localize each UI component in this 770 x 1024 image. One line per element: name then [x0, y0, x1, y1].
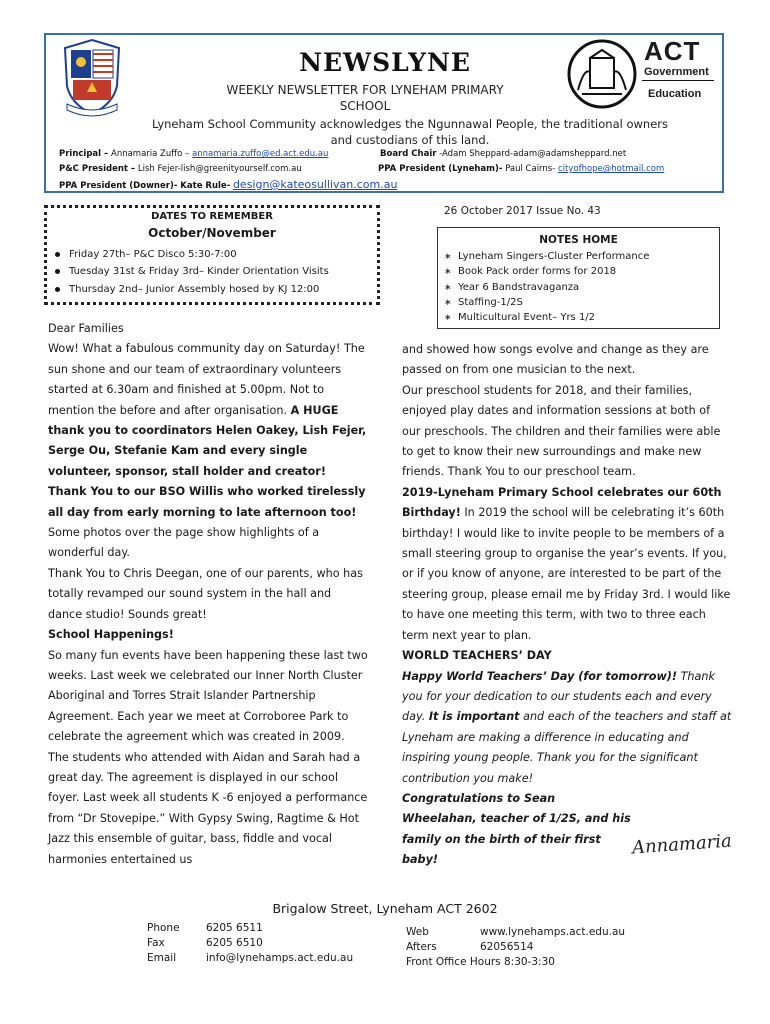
ppa-lyneham-name: Paul Cairns- — [505, 164, 556, 174]
act-logo-education: Education — [648, 88, 702, 100]
birthday-paragraph: 2019-Lyneham Primary School celebrates our 60th Birthday! In 2019 the school will be celebrating it’s 60th birthday! I would like to invite people to be members of a small steering group to organise the year’s events. If you, or if you know of anyone, are interested to be part of the steering group, please email me by Friday 3rd. I would like to have one meeting this term, with two to three each term next year to plan. — [402, 485, 731, 642]
fax-label: Fax — [147, 937, 165, 949]
board-chair-value: -Adam Sheppard-adam@adamsheppard.net — [439, 149, 627, 159]
phone-label: Phone — [147, 922, 180, 934]
ppa-downer-contact — [59, 178, 397, 191]
afters-value: 62056514 — [480, 941, 534, 953]
act-government-logo — [562, 34, 717, 120]
community-day-paragraph: Wow! What a fabulous community day on Saturday! The sun shone and our team of extraordinary volunteers started at 6.30am and finished at 5.00pm. Not to mention the before and after organisation. A HUGE thank you to coordinators Helen Oakey, Lish Fejer, Serge Ou, Stefanie Kam and every single volunteer, sponsor, stall holder and creator! Thank You to our BSO Willis who worked tirelessly all day from early morning to late afternoon too! Some photos over the page show highlights of a wonderful day. — [48, 342, 367, 560]
pc-president-value: Lish Fejer-lish@greenityourself.com.au — [137, 164, 302, 174]
fax-value: 6205 6510 — [206, 937, 263, 949]
note-item: ∗ Lyneham Singers-Cluster Performance — [444, 251, 650, 262]
dates-subtitle: October/November — [148, 226, 276, 240]
school-happenings-heading: School Happenings! — [48, 628, 174, 642]
teachers-day-paragraph: Happy World Teachers’ Day (for tomorrow)! Thank you for your dedication to our students each and every day. It is important and each of the teachers and staff at Lyneham are making a difference in educating and inspiring young people. Thank you for the significant contribution you make! — [402, 669, 732, 785]
congratulations-paragraph: Congratulations to Sean Wheelahan, teacher of 1/2S, and his family on the birth of their first baby! — [402, 791, 631, 867]
office-hours: Front Office Hours 8:30-3:30 — [406, 956, 555, 968]
school-happenings-paragraph: So many fun events have been happening these last two weeks. Last week we celebrated our Inner North Cluster Aboriginal and Torres Strait Islander Partnership Agreement. Each year we meet at Corroboree Park to celebrate the agreement which was created in 2009. The students who attended with Aidan and Sarah had a great day. The agreement is displayed in our school foyer. Last week all students K -6 enjoyed a performance from “Dr Stovepipe.” With Gypsy Swing, Ragtime & Hot Jazz this ensemble of guitar, bass, fiddle and vocal harmonies entertained us — [48, 648, 368, 866]
ppa-downer-label: PPA President (Downer)- Kate Rule- — [59, 181, 231, 191]
world-teachers-heading: WORLD TEACHERS’ DAY — [402, 649, 552, 663]
date-item: Tuesday 31st & Friday 3rd– Kinder Orientation Visits — [55, 266, 329, 277]
sound-system-paragraph: Thank You to Chris Deegan, one of our parents, who has totally revamped our sound system in the hall and dance studio! Sounds great! — [48, 566, 363, 621]
ppa-lyneham-contact — [378, 164, 664, 174]
act-crest-icon — [566, 38, 638, 110]
note-item: ∗ Multicultural Event– Yrs 1/2 — [444, 312, 596, 323]
ppa-downer-email-link[interactable]: design@kateosullivan.com.au — [232, 178, 398, 191]
note-item: ∗ Book Pack order forms for 2018 — [444, 266, 617, 277]
web-link[interactable]: www.lynehamps.act.edu.au — [480, 926, 626, 938]
signature: Annamaria — [631, 830, 733, 859]
principal-email-link[interactable]: annamaria.zuffo@ed.act.edu.au — [191, 149, 329, 159]
note-item: ∗ Staffing-1/2S — [444, 297, 523, 308]
preschool-paragraph: Our preschool students for 2018, and their families, enjoyed play dates and information sessions at both of our preschools. The children and their families were able to get to know their new surroundings and make new friends. Thank You to our preschool team. — [402, 383, 721, 479]
principal-name: Annamaria Zuffo – — [111, 149, 190, 159]
principal-contact — [59, 149, 328, 159]
act-logo-text: ACT — [644, 36, 701, 66]
left-column — [48, 319, 368, 870]
email-link[interactable]: info@lynehamps.act.edu.au — [206, 952, 354, 964]
board-chair-contact — [380, 149, 626, 159]
school-address: Brigalow Street, Lyneham ACT 2602 — [272, 901, 498, 916]
newsletter-title: NEWSLYNE — [299, 48, 471, 77]
songs-paragraph: and showed how songs evolve and change as they are passed on from one musician to the next. — [402, 343, 709, 377]
act-logo-divider — [642, 80, 714, 81]
email-label: Email — [147, 952, 177, 964]
board-chair-label: Board Chair — [380, 149, 437, 159]
pc-president-label: P&C President – — [59, 164, 136, 174]
ppa-lyneham-email-link[interactable]: cityofhope@hotmail.com — [557, 164, 665, 174]
date-item: Thursday 2nd– Junior Assembly hosed by KJ 12:00 — [55, 284, 319, 295]
act-logo-government: Government — [644, 66, 709, 78]
notes-home-title: NOTES HOME — [539, 234, 618, 246]
afters-label: Afters — [406, 941, 437, 953]
pc-president-contact — [59, 164, 302, 174]
web-label: Web — [406, 926, 429, 938]
acknowledgement: Lyneham School Community acknowledges the Ngunnawal People, the traditional owners and custodians of this land. — [151, 117, 669, 147]
dates-title: DATES TO REMEMBER — [151, 211, 273, 222]
phone-value: 6205 6511 — [206, 922, 263, 934]
right-column — [402, 340, 732, 871]
school-crest-icon — [61, 38, 123, 120]
date-item: Friday 27th– P&C Disco 5:30-7:00 — [55, 249, 237, 260]
note-item: ∗ Year 6 Bandstravaganza — [444, 282, 580, 293]
issue-line: 26 October 2017 Issue No. 43 — [444, 205, 601, 217]
ppa-lyneham-label: PPA President (Lyneham)- — [378, 164, 503, 174]
principal-label: Principal – — [59, 149, 109, 159]
newsletter-subtitle: WEEKLY NEWSLETTER FOR LYNEHAM PRIMARY SCHOOL — [226, 83, 504, 113]
greeting: Dear Families — [48, 322, 124, 335]
